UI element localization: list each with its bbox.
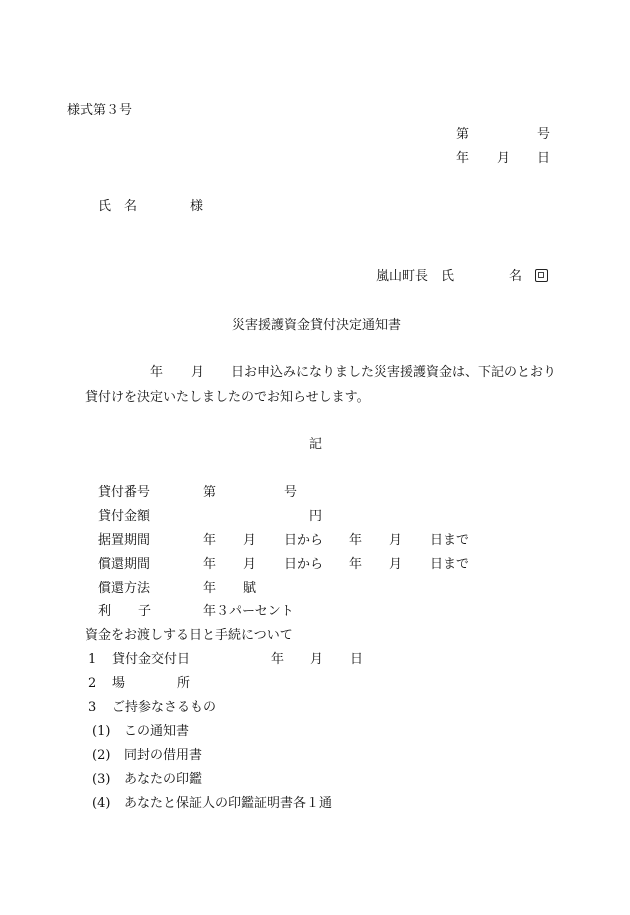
delivery-day: 日 bbox=[350, 652, 364, 667]
delivery-year: 年 bbox=[271, 652, 285, 667]
subitem-text: この通知書 bbox=[124, 724, 190, 739]
date-month: 月 bbox=[497, 151, 511, 166]
delivery-item-label: ご持参なさるもの bbox=[112, 700, 217, 715]
sender-given-label: 名 bbox=[509, 269, 523, 284]
addressee-honorific: 様 bbox=[190, 199, 204, 214]
detail-value: 賦 bbox=[243, 581, 257, 596]
subitem-number: (3) bbox=[92, 772, 111, 787]
delivery-item-number: 3 bbox=[88, 700, 97, 715]
subitem-number: (4) bbox=[92, 796, 111, 811]
delivery-item-number: 2 bbox=[88, 676, 97, 691]
detail-value: 年 bbox=[203, 533, 217, 548]
seal-stamp-icon bbox=[535, 269, 548, 282]
subitem-text: あなたと保証人の印鑑証明書各１通 bbox=[124, 796, 333, 811]
document-title: 災害援護資金貸付決定通知書 bbox=[232, 318, 402, 333]
form-number: 様式第３号 bbox=[67, 103, 133, 118]
subitem-number: (1) bbox=[92, 724, 111, 739]
body-month: 月 bbox=[191, 365, 205, 380]
detail-value: 年 bbox=[203, 557, 217, 572]
detail-value: 円 bbox=[309, 509, 323, 524]
ki-heading: 記 bbox=[309, 437, 323, 452]
subitem-text: あなたの印鑑 bbox=[124, 772, 203, 787]
detail-value: 第 bbox=[203, 485, 217, 500]
detail-label: 利 bbox=[98, 604, 112, 619]
date-day: 日 bbox=[537, 151, 551, 166]
delivery-item-label: 場 bbox=[112, 676, 126, 691]
detail-value: 年３パーセント bbox=[203, 604, 294, 619]
detail-value: 年 bbox=[349, 533, 363, 548]
detail-value: 月 bbox=[389, 557, 403, 572]
delivery-item-label: 貸付金交付日 bbox=[112, 652, 191, 667]
subitem-text: 同封の借用書 bbox=[124, 748, 203, 763]
detail-value: 日から bbox=[284, 533, 324, 548]
date-year: 年 bbox=[456, 151, 470, 166]
doc-number-suffix: 号 bbox=[537, 127, 551, 142]
detail-label: 子 bbox=[138, 604, 152, 619]
detail-label: 償還方法 bbox=[98, 581, 151, 596]
detail-label: 据置期間 bbox=[98, 533, 151, 548]
delivery-item-label: 所 bbox=[177, 676, 191, 691]
detail-label: 貸付金額 bbox=[98, 509, 151, 524]
subitem-number: (2) bbox=[92, 748, 111, 763]
detail-value: 年 bbox=[203, 581, 217, 596]
detail-value: 月 bbox=[389, 533, 403, 548]
detail-value: 日から bbox=[284, 557, 324, 572]
addressee-family-label: 氏 bbox=[98, 199, 112, 214]
detail-value: 月 bbox=[243, 533, 257, 548]
detail-label: 貸付番号 bbox=[98, 485, 151, 500]
detail-value: 日まで bbox=[430, 533, 470, 548]
addressee-given-label: 名 bbox=[124, 199, 138, 214]
detail-label: 償還期間 bbox=[98, 557, 151, 572]
sender-title: 嵐山町長 bbox=[376, 269, 429, 284]
sender-family-label: 氏 bbox=[441, 269, 455, 284]
delivery-heading: 資金をお渡しする日と手続について bbox=[85, 628, 293, 643]
delivery-item-number: 1 bbox=[88, 652, 97, 667]
delivery-month: 月 bbox=[310, 652, 324, 667]
detail-value: 年 bbox=[349, 557, 363, 572]
doc-number-prefix: 第 bbox=[456, 127, 470, 142]
body-line2: 貸付けを決定いたしましたのでお知らせします。 bbox=[85, 390, 370, 405]
detail-value: 日まで bbox=[430, 557, 470, 572]
body-year: 年 bbox=[150, 365, 164, 380]
body-line1: 日お申込みになりました災害援護資金は、下記のとおり bbox=[231, 365, 557, 380]
detail-value: 号 bbox=[284, 485, 298, 500]
detail-value: 月 bbox=[243, 557, 257, 572]
